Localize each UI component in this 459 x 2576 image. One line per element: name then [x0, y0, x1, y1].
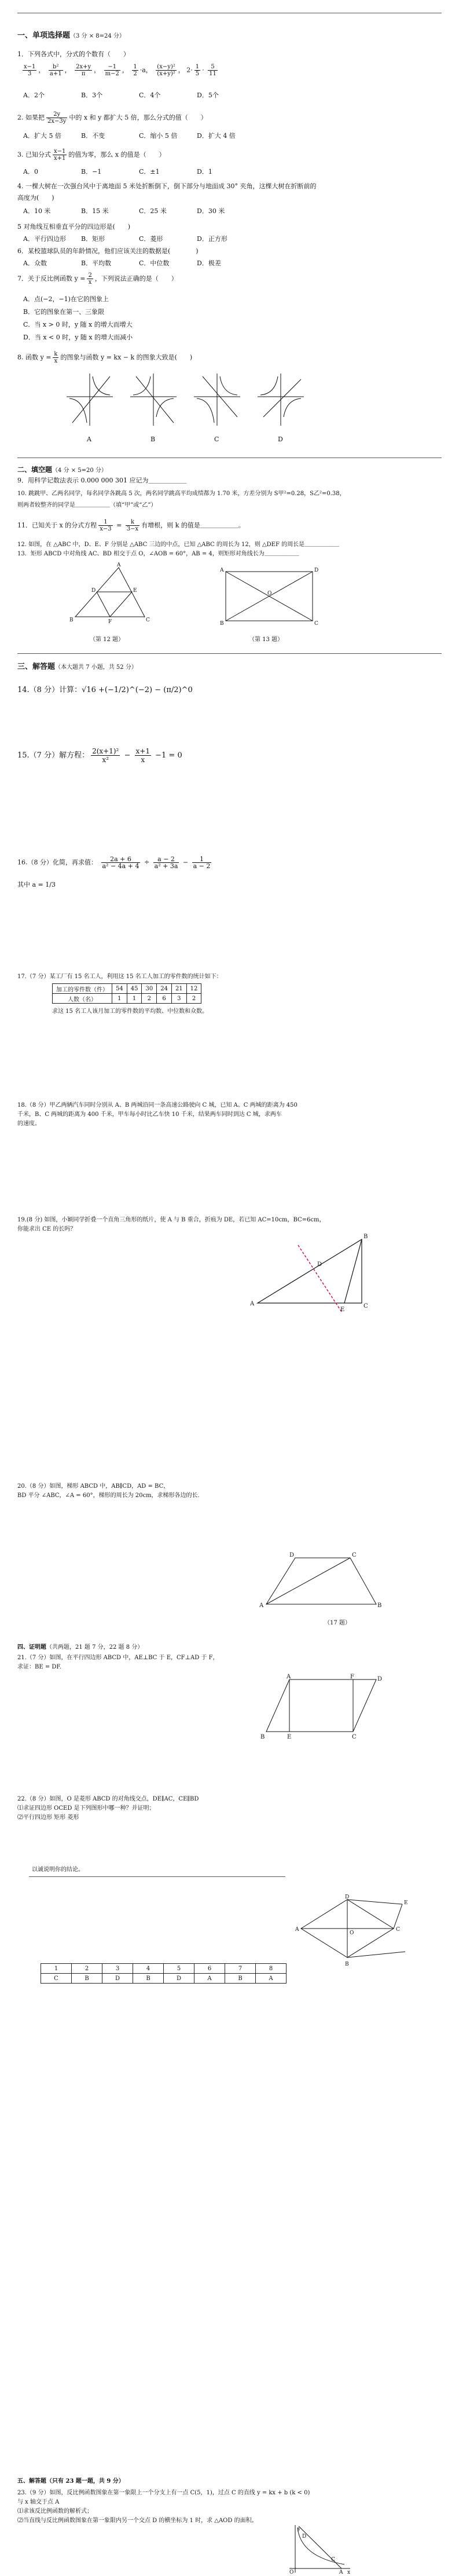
q20-trapezoid	[255, 1552, 388, 1616]
svg-text:D: D	[314, 568, 319, 573]
q19-text: 19.(8 分) 如图，小颖同学折叠一个直角三角形的纸片，使 A 与 B 重合，折痕为 DE，若已知 AC=10cm，BC=6cm，	[17, 1217, 325, 1223]
q6-option-c: C．中位数	[139, 259, 170, 267]
q22-text: 22.（8 分）如图，O 是菱形 ABCD 的对角线交点，DE∥AC，CE∥BD	[17, 1796, 199, 1802]
svg-text:C: C	[331, 2557, 335, 2563]
q4-option-b: B．15 米	[81, 207, 109, 215]
graph-c	[194, 374, 240, 426]
table-row: 加工的零件数（件） 54 45 30 24 21 12	[53, 984, 201, 994]
section2-title: 二、填空题（4 分 × 5=20 分）	[17, 466, 107, 474]
svg-text:B: B	[69, 617, 74, 623]
q7-option-c: C．当 x > 0 时，y 随 x 的增大而增大	[23, 321, 133, 328]
svg-text:E: E	[133, 588, 137, 594]
graph-label-c: C	[214, 436, 219, 443]
q2-option-a: A．扩大 5 倍	[23, 132, 61, 140]
table-row: C B D B D A B A	[41, 1974, 287, 1984]
svg-text:B: B	[220, 621, 224, 627]
q18-text: 18.（8 分）甲乙两辆汽车同时分别从 A、B 两城沿同一条高速公路驶向 C 城，已知 A、C 两城的距离为 450	[17, 1102, 298, 1108]
q11-text: 11．已知关于 x 的分式方程 $\frac{1}{x-3}$ = $\frac{k}{3-x}$ 有增根，则 k 的值是＿＿＿＿＿＿。	[17, 519, 245, 532]
fig17-caption: （17 题）	[324, 1620, 351, 1626]
fig12-caption: （第 12 题）	[90, 636, 124, 643]
q3-option-a: A．0	[23, 168, 38, 175]
q4-option-c: C．25 米	[139, 207, 167, 215]
svg-text:D: D	[345, 1894, 350, 1900]
q5-option-c: C．菱形	[139, 235, 163, 243]
svg-text:C: C	[352, 1734, 357, 1740]
q10-text: 10. 跳跳甲、乙两名同学，每名同学各跳高 5 次，两名同学跳高平均成绩都为 1.70 米，方差分别为 S甲²=0.28，S乙²=0.38，	[17, 491, 346, 497]
q2-option-c: C．缩小 5 倍	[139, 132, 178, 140]
q1-option-c: C．4个	[139, 92, 161, 99]
q17-text: 17.（7 分）某工厂有 15 名工人，利用这 15 名工人加工的零件数的统计如下：	[17, 974, 222, 980]
fig13-rectangle	[217, 565, 321, 628]
svg-text:A: A	[250, 1301, 255, 1307]
q5-option-a: A．平行四边形	[23, 235, 66, 243]
q13-text: 13．矩形 ABCD 中对角线 AC、BD 相交于点 O，∠AOB = 60°，AB = 4，则矩形对角线长为＿＿＿＿＿＿	[17, 551, 299, 557]
q6-option-a: A．众数	[23, 259, 47, 267]
q3-option-d: D．1	[197, 168, 212, 175]
graph-label-d: D	[278, 436, 283, 443]
svg-text:C: C	[352, 1552, 357, 1558]
q21-text-2: 求证：BE = DF.	[17, 1664, 61, 1670]
q20-text-2: BD 平分 ∠ABC，∠A = 60°，梯形的周长为 20cm，求梯形各边的长.	[17, 1492, 200, 1499]
q1-terms: $\frac{x-1}{3}$ ， $\frac{\text{b²}}{a+1}$ ， $\frac{2x+y}{\pi}$ ， $\frac{-1}{m-2}$ ， $\frac{1}{2}$ ·a， $\frac{\text{(x−y)²}}{\text{(x+y)²}}$ ， 2· $\frac{1}{5}$ · $\frac{5}{11}$	[24, 64, 216, 77]
q19-figure	[249, 1234, 376, 1315]
q16-text: 16.（8 分）化简，再求值： $\frac{2a + 6}{\text{a² − 4a + 4}}$ ÷ $\frac{a - 2}{\text{a² + 3a}}$ − $\frac{1}{a - 2}$	[17, 855, 211, 870]
q2-text: 2. 如果把 $\frac{2y}{2x-3y}$ 中的 x 和 y 都扩大 5 倍，那么分式的值（ ）	[17, 111, 207, 125]
svg-text:D: D	[302, 2534, 307, 2540]
q7-option-b: B．它的图象在第一、三象限	[23, 308, 105, 316]
q22-text-2: ⑴求证四边形 OCED 是下列图形中哪一种？并证明；	[17, 1805, 155, 1812]
q12-text: 12. 如图，在 △ABC 中，D、E、F 分别是 △ABC 三边的中点，已知 △ABC 的周长为 12，则 △DEF 的周长是＿＿＿＿＿＿	[17, 541, 340, 548]
q4-option-a: A．10 米	[23, 207, 51, 215]
q21-parallelogram	[255, 1674, 388, 1743]
graph-b	[130, 374, 177, 426]
svg-text:B: B	[260, 1734, 265, 1740]
section3-title: 三、解答题（本大题共 7 小题，共 52 分）	[17, 663, 137, 671]
q6-text: 6．某校篮球队员的年龄情况，他们应该关注的数据是( )	[17, 247, 199, 255]
q14-text: 14.（8 分）计算：√16 +(−1/2)^(−2) − (π/2)^0	[17, 686, 193, 694]
svg-text:B: B	[363, 1234, 368, 1240]
q1-option-b: B．3个	[81, 92, 103, 99]
svg-text:D: D	[317, 1261, 322, 1268]
svg-text:A: A	[117, 562, 121, 568]
q9-text: 9．用科学记数法表示 0.000 000 301 应记为＿＿＿＿＿＿	[17, 477, 187, 484]
q17-table	[52, 983, 201, 1004]
svg-text:A: A	[339, 2570, 343, 2575]
q2-option-d: D．扩大 4 倍	[197, 132, 236, 140]
q6-option-b: B．平均数	[81, 259, 112, 267]
svg-text:x: x	[347, 2570, 351, 2575]
q18-text-2: 千米，B、C 两城的距离为 400 千米，甲车每小时比乙车快 10 千米，结果两车同时到达 C 城，求两车	[17, 1111, 282, 1118]
q23-text-4: ⑵当直线与反比例函数图象在第一象限内另一个交点 D 的横坐标为 1 时，求 △AOD 的面积。	[17, 2518, 258, 2524]
q23-text-3: ⑴求该反比例函数的解析式；	[17, 2508, 93, 2515]
svg-text:D: D	[91, 588, 96, 594]
q1-option-a: A．2个	[23, 92, 45, 99]
q3-option-b: B．−1	[81, 168, 102, 175]
q21-text: 21.（7 分）如图，在平行四边形 ABCD 中，AE⊥BC 于 E，CF⊥AD 于 F，	[17, 1655, 219, 1661]
q1-text: 1．下列各式中，分式的个数有（ ）	[17, 50, 130, 58]
q16-value: 其中 a = 1/3	[17, 881, 56, 888]
q5-option-d: D．正方形	[197, 235, 227, 243]
svg-text:A: A	[259, 1602, 264, 1609]
svg-text:O: O	[289, 2570, 294, 2575]
q19-text-2: 你能求出 CE 的长吗？	[17, 1226, 76, 1232]
q7-option-d: D．当 x < 0 时，y 随 x 的增大而减小	[23, 334, 133, 341]
svg-text:A: A	[295, 1927, 299, 1933]
graph-d	[258, 374, 304, 426]
q4-option-d: D．30 米	[197, 207, 225, 215]
section3-rule	[17, 653, 442, 654]
q7-text: 7．关于反比例函数 y = $\frac{2}{x}$ ，下列说法正确的是（ ）	[17, 272, 178, 286]
fig12-triangle	[64, 562, 156, 631]
svg-text:C: C	[363, 1303, 368, 1309]
svg-text:A: A	[287, 1674, 291, 1680]
q5-option-b: B．矩形	[81, 235, 105, 243]
svg-text:O: O	[267, 591, 272, 597]
graph-a	[67, 374, 113, 426]
q4-text: 4. 一棵大树在一次强台风中于离地面 5 米处折断倒下，倒下部分与地面成 30° 夹角，这棵大树在折断前的	[17, 182, 317, 190]
table-row: 1 2 3 4 5 6 7 8	[41, 1964, 287, 1974]
section4-title: 四、证明题（共两题，21 题 7 分，22 题 8 分）	[17, 1644, 144, 1651]
graph-label-b: B	[150, 436, 156, 443]
svg-text:B: B	[377, 1602, 382, 1609]
q20-text: 20.（8 分）如图，梯形 ABCD 中，AB∥CD，AD = BC，	[17, 1483, 170, 1490]
svg-text:E: E	[340, 1307, 345, 1313]
q8-text: 8. 函数 y = $\frac{k}{x}$ 的图象与函数 y = kx − k 的图象大致是( )	[17, 351, 193, 364]
svg-text:D: D	[377, 1676, 383, 1682]
q7-option-a: A．点(−2，−1)在它的图象上	[23, 295, 109, 303]
q4-text-2: 高度为( )	[17, 194, 54, 202]
q3-text: 3. 已知分式 $\frac{x-1}{x+1}$ 的值为零，那么 x 的值是（ ）	[17, 148, 166, 162]
q6-option-d: D．极差	[197, 259, 221, 267]
svg-text:C: C	[396, 1927, 400, 1933]
svg-text:F: F	[108, 619, 112, 625]
svg-text:C: C	[314, 621, 318, 627]
table-row: 人数（名） 1 1 2 6 3 2	[53, 994, 201, 1004]
section5-title: 五、解答题（只有 23 题一题，共 9 分）	[17, 2478, 124, 2484]
svg-text:E: E	[287, 1734, 292, 1740]
q17-text-2: 求这 15 名工人该月加工的零件数的平均数、中位数和众数。	[52, 1008, 208, 1015]
q22-rhombus	[295, 1894, 411, 1975]
svg-text:D: D	[289, 1552, 295, 1558]
q22-text-3: ⑵平行四边形 矩形 菱形	[17, 1814, 79, 1821]
q23-text-2: 与 x 轴交于点 A	[17, 2499, 60, 2505]
answer-table	[41, 1963, 287, 1984]
q18-text-3: 的速度。	[17, 1121, 41, 1127]
q10-text-2: 则两者较整齐的同学是＿＿＿＿＿＿（填“甲”或“乙”）	[17, 502, 157, 508]
q23-graph	[284, 2525, 353, 2574]
q23-text: 23.（9 分）如图，反比例函数图象在第一象限上一个分支上有一点 C(5，1)，过点 C 的直线 y = kx + b (k < 0)	[17, 2490, 310, 2496]
svg-text:y: y	[298, 2526, 301, 2532]
q3-option-c: C．±1	[139, 168, 160, 175]
q1-option-d: D．5个	[197, 92, 219, 99]
svg-text:B: B	[345, 1962, 349, 1967]
svg-text:C: C	[146, 617, 150, 623]
q22-text-4: 以诚说明你的结论。	[32, 1867, 84, 1873]
svg-text:A: A	[220, 568, 224, 573]
fig13-caption: （第 13 题）	[249, 636, 284, 643]
q8-graphs	[64, 371, 318, 434]
svg-text:F: F	[350, 1674, 354, 1680]
svg-text:E: E	[404, 1900, 408, 1906]
q2-option-b: B．不变	[81, 132, 105, 140]
svg-text:O: O	[350, 1930, 354, 1936]
q15-text: 15.（7 分）解方程： $\frac{\text{2(x+1)²}}{\text{x²}}$ − $\frac{x+1}{x}$ −1 = 0	[17, 747, 182, 764]
section1-title: 一、单项选择题（3 分 × 8=24 分）	[17, 31, 125, 40]
answer-line	[29, 1876, 285, 1877]
q5-text: 5 对角线互相垂直平分的四边形是( )	[17, 223, 131, 230]
graph-label-a: A	[87, 436, 91, 443]
